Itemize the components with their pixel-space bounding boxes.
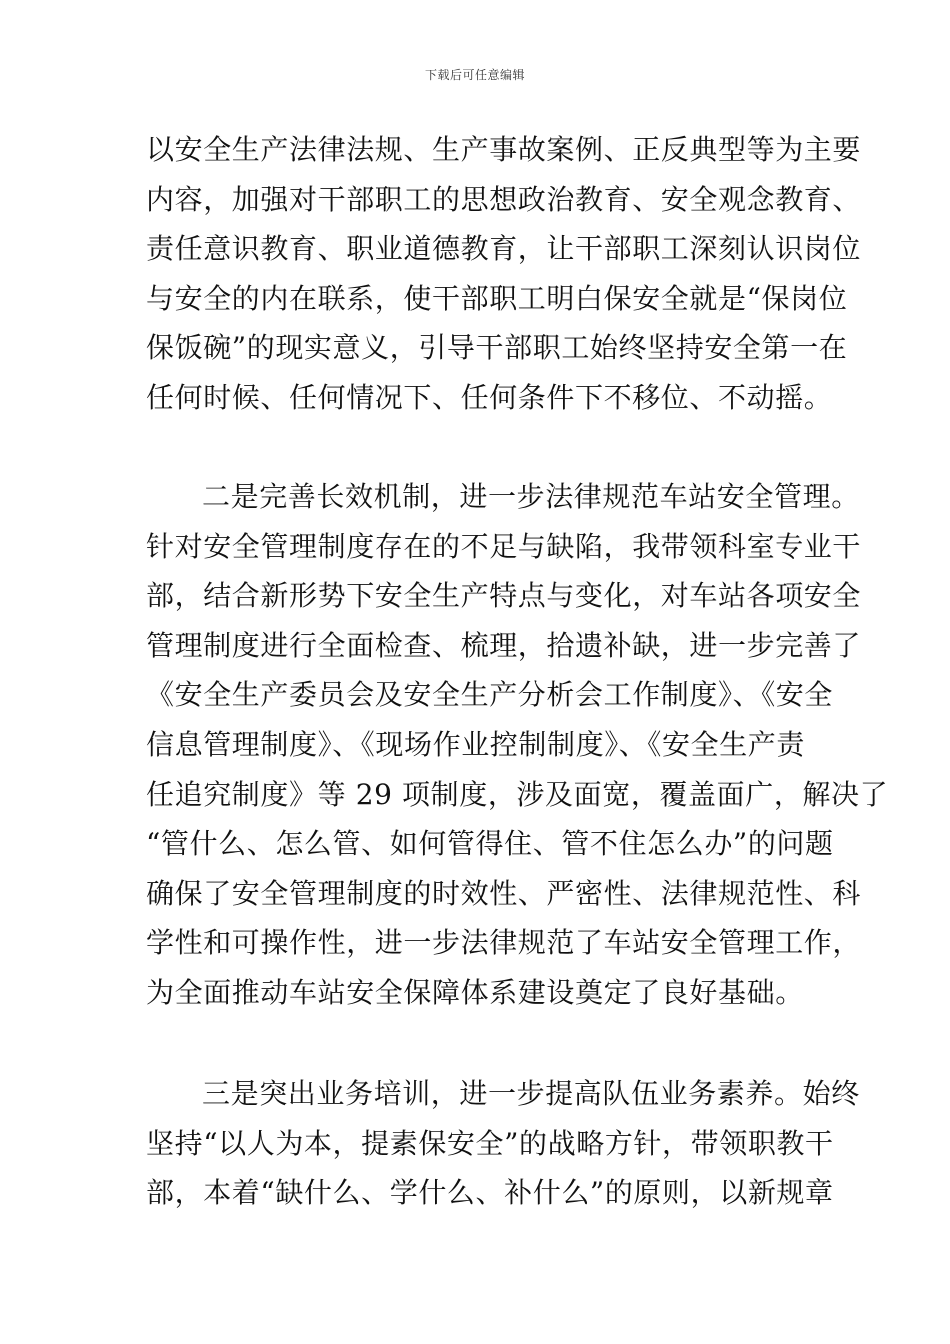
paragraph-line: 部，结合新形势下安全生产特点与变化，对车站各项安全 bbox=[146, 579, 862, 613]
paragraph-line: 信息管理制度》、《现场作业控制制度》、《安全生产责 bbox=[146, 727, 806, 761]
paragraph-line: 任何时候、任何情况下、任何条件下不移位、不动摇。 bbox=[146, 380, 833, 414]
paragraph-line: 三是突出业务培训，进一步提高队伍业务素养。始终 bbox=[202, 1077, 860, 1110]
paragraph-line: 以安全生产法律法规、生产事故案例、正反典型等为主要 bbox=[146, 133, 862, 166]
paragraph-line: 为全面推动车站安全保障体系建设奠定了良好基础。 bbox=[146, 975, 804, 1009]
paragraph-line: 保饭碗”的现实意义，引导干部职工始终坚持安全第一在 bbox=[146, 331, 848, 365]
paragraph-line: 坚持“以人为本，提素保安全”的战略方针，带领职教干 bbox=[146, 1126, 834, 1160]
paragraph-line: “管什么、怎么管、如何管得住、管不住怎么办”的问题 bbox=[146, 827, 834, 861]
paragraph-line: 二是完善长效机制，进一步法律规范车站安全管理。 bbox=[202, 480, 860, 513]
paragraph-line: 内容，加强对干部职工的思想政治教育、安全观念教育、 bbox=[146, 182, 862, 216]
paragraph-line: 管理制度进行全面检查、梳理，拾遗补缺，进一步完善了 bbox=[146, 628, 862, 662]
paragraph-line: 责任意识教育、职业道德教育，让干部职工深刻认识岗位 bbox=[146, 232, 862, 266]
paragraph-line: 针对安全管理制度存在的不足与缺陷，我带领科室专业干 bbox=[146, 529, 862, 563]
paragraph-1 bbox=[146, 125, 862, 423]
paragraph-line: 任追究制度》等 29 项制度，涉及面宽，覆盖面广，解决了 bbox=[146, 777, 889, 811]
paragraph-3 bbox=[146, 1069, 860, 1218]
paragraph-line: 与安全的内在联系，使干部职工明白保安全就是“保岗位 bbox=[146, 281, 848, 315]
paragraph-line: 确保了安全管理制度的时效性、严密性、法律规范性、科 bbox=[146, 876, 862, 910]
paragraph-line: 《安全生产委员会及安全生产分析会工作制度》、《安全 bbox=[146, 678, 834, 712]
page-header: 下载后可任意编辑 bbox=[424, 68, 525, 82]
paragraph-2 bbox=[146, 472, 889, 1018]
paragraph-line: 部，本着“缺什么、学什么、补什么”的原则，以新规章 bbox=[146, 1176, 834, 1210]
paragraph-line: 学性和可操作性，进一步法律规范了车站安全管理工作， bbox=[146, 926, 862, 960]
